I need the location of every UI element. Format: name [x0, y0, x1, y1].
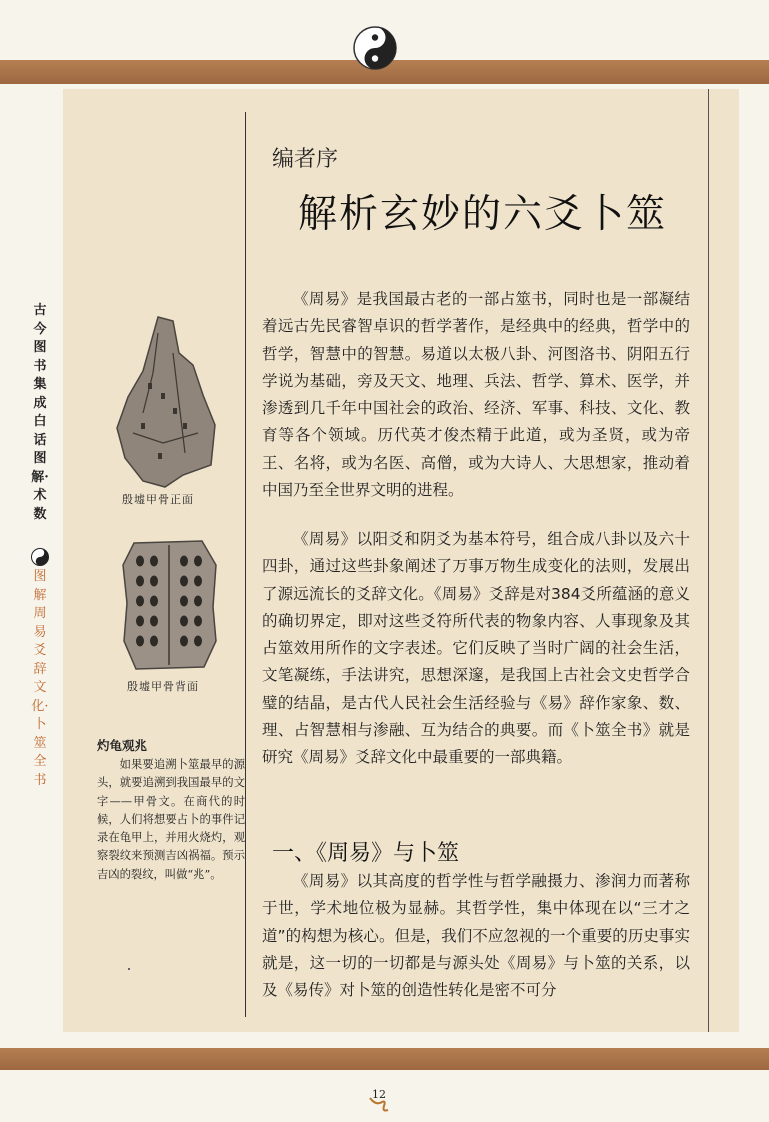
caption-back: 殷墟甲骨背面 — [127, 680, 199, 693]
oracle-bone-front-image — [113, 313, 221, 488]
page-number: 12 — [372, 1088, 386, 1101]
book-title: 图解周易爻辞文化·卜筮全书 — [31, 569, 49, 788]
body-paragraph-2 — [262, 526, 690, 772]
decorative-dot — [128, 968, 130, 970]
right-margin-rule — [708, 89, 709, 1032]
column-divider — [245, 112, 246, 1017]
caption-front: 殷墟甲骨正面 — [122, 493, 194, 506]
sidebar-note-text: 如果要追溯卜筮最早的源头，就要追溯到我国最早的文字——甲骨文。在商代的时候，人们将想要占卜的事件记录在龟甲上，并用火烧灼，观察裂纹来预测吉凶祸福。预示吉凶的裂纹，叫做“兆”。 — [97, 758, 245, 881]
body-paragraph-1 — [262, 286, 690, 504]
paragraph-text: 《周易》以阳爻和阴爻为基本符号，组合成八卦以及六十四卦，通过这些卦象阐述了万事万物生成变化的法则，发展出了源远流长的爻辞文化。《周易》爻辞是对384爻所蕴涵的意义的确切界定，即对这些爻符所代表的物象内容、人事现象及其占筮效用所作的文字表述。它们反映了当时广阔的社会生活，文笔凝练，手法讲究，思想深邃，是我国上古社会文史哲学合璧的结晶，是古代人民社会生活经验与《易》辞作家象、数、理、占智慧相与渗融、互为结合的典要。而《卜筮全书》就是研究《周易》爻辞文化中最重要的一部典籍。 — [262, 530, 690, 767]
page-title: 解析玄妙的六爻卜筮 — [298, 192, 668, 237]
yin-yang-icon — [353, 26, 397, 70]
sidebar-note-title: 灼龟观兆 — [97, 738, 148, 753]
section-heading: 一、《周易》与卜筮 — [272, 841, 460, 866]
small-yin-yang-icon — [31, 548, 49, 566]
bottom-decorative-band — [0, 1048, 769, 1070]
preface-label: 编者序 — [272, 147, 339, 172]
ornament-swirl-icon — [368, 1094, 398, 1116]
paragraph-text: 《周易》以其高度的哲学性与哲学融摄力、渗润力而著称于世，学术地位极为显赫。其哲学性，集中体现在以“三才之道”的构想为核心。但是，我们不应忽视的一个重要的历史事实就是，这一切的一切都是与源头处《周易》与卜筮的关系，以及《易传》对卜筮的创造性转化是密不可分 — [262, 872, 690, 1000]
body-paragraph-3 — [262, 868, 690, 1004]
paragraph-text: 《周易》是我国最古老的一部占筮书，同时也是一部凝结着远古先民睿智卓识的哲学著作，是经典中的经典，哲学中的哲学，智慧中的智慧。易道以太极八卦、河图洛书、阴阳五行学说为基础，旁及天文、地理、兵法、哲学、算术、医学，并渗透到几千年中国社会的政治、经济、军事、科技、文化、教育等各个领域。历代英才俊杰精于此道，或为圣贤，或为帝王、名将，或为名医、高僧，或为大诗人、大思想家，推动着中国乃至全世界文明的进程。 — [262, 290, 690, 500]
series-title: 古今图书集成白话图解·术数 — [31, 303, 49, 522]
oracle-bone-back-image — [120, 537, 218, 672]
